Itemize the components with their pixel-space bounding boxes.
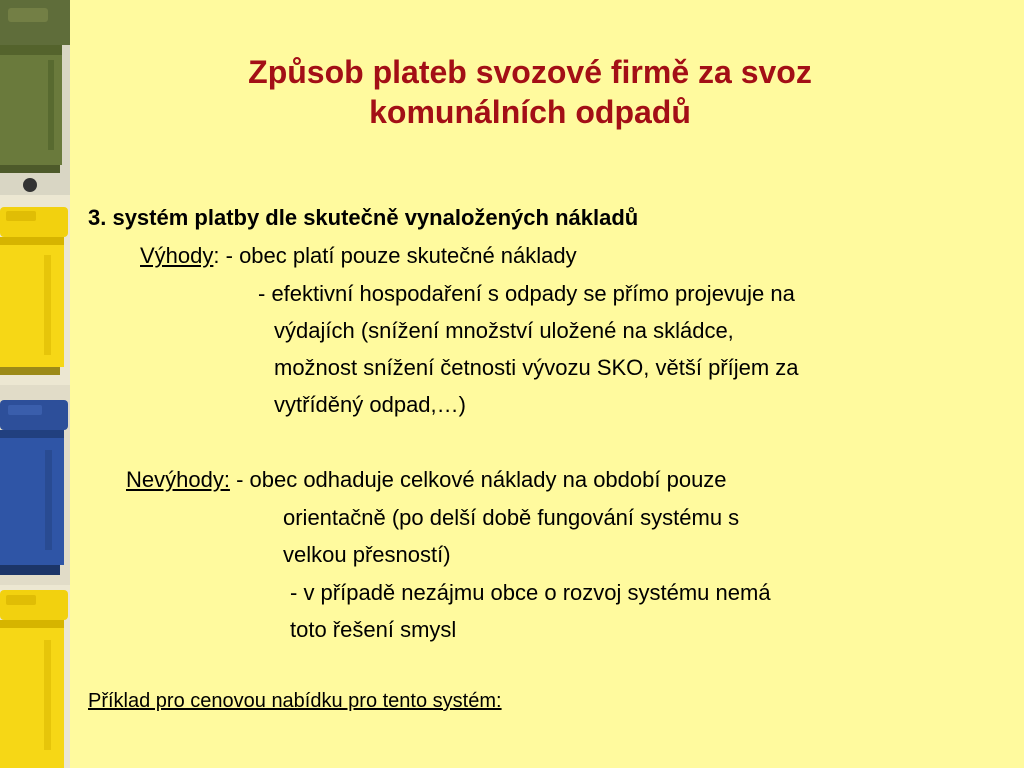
slide-title-line-2: komunálních odpadů <box>369 94 691 130</box>
pros-item-1: - obec platí pouze skutečné náklady <box>219 243 577 268</box>
pros-item-2-line-4: vytříděný odpad,…) <box>274 392 466 417</box>
cons-item-1-line-1: - obec odhaduje celkové náklady na období pouze <box>229 467 727 492</box>
cons-line-1 <box>126 467 727 493</box>
pros-item-2-line-3: možnost snížení četnosti vývozu SKO, větší příjem za <box>274 355 799 380</box>
yellow-waste-bin-image <box>0 585 70 768</box>
pros-line-1 <box>140 243 577 269</box>
pros-separator: : <box>213 243 220 268</box>
slide-title-line-1: Způsob plateb svozové firmě za svoz <box>248 54 812 90</box>
cons-item-1-line-2: orientačně (po delší době fungování systému s <box>283 505 740 530</box>
cons-label: Nevýhody: <box>126 467 230 492</box>
example-link[interactable]: Příklad pro cenovou nabídku pro tento systém: <box>88 690 502 712</box>
section-heading: 3. systém platby dle skutečně vynaložených nákladů <box>88 205 639 230</box>
blue-waste-bin-image <box>0 385 70 585</box>
slide-title <box>100 52 960 132</box>
cons-item-1-line-3: velkou přesností) <box>283 542 451 567</box>
pros-item-2-line-1: - efektivní hospodaření s odpady se přímo projevuje na <box>258 281 795 306</box>
pros-item-2-line-2: výdajích (snížení množství uložené na skládce, <box>274 318 734 343</box>
cons-item-2-line-2: toto řešení smysl <box>290 617 457 642</box>
pros-label: Výhody <box>140 243 214 268</box>
waste-bin-photo-strip <box>0 0 70 768</box>
yellow-waste-bin-image <box>0 195 70 385</box>
cons-item-2-line-1: - v případě nezájmu obce o rozvoj systému nemá <box>290 580 771 605</box>
green-waste-bin-image <box>0 0 70 195</box>
